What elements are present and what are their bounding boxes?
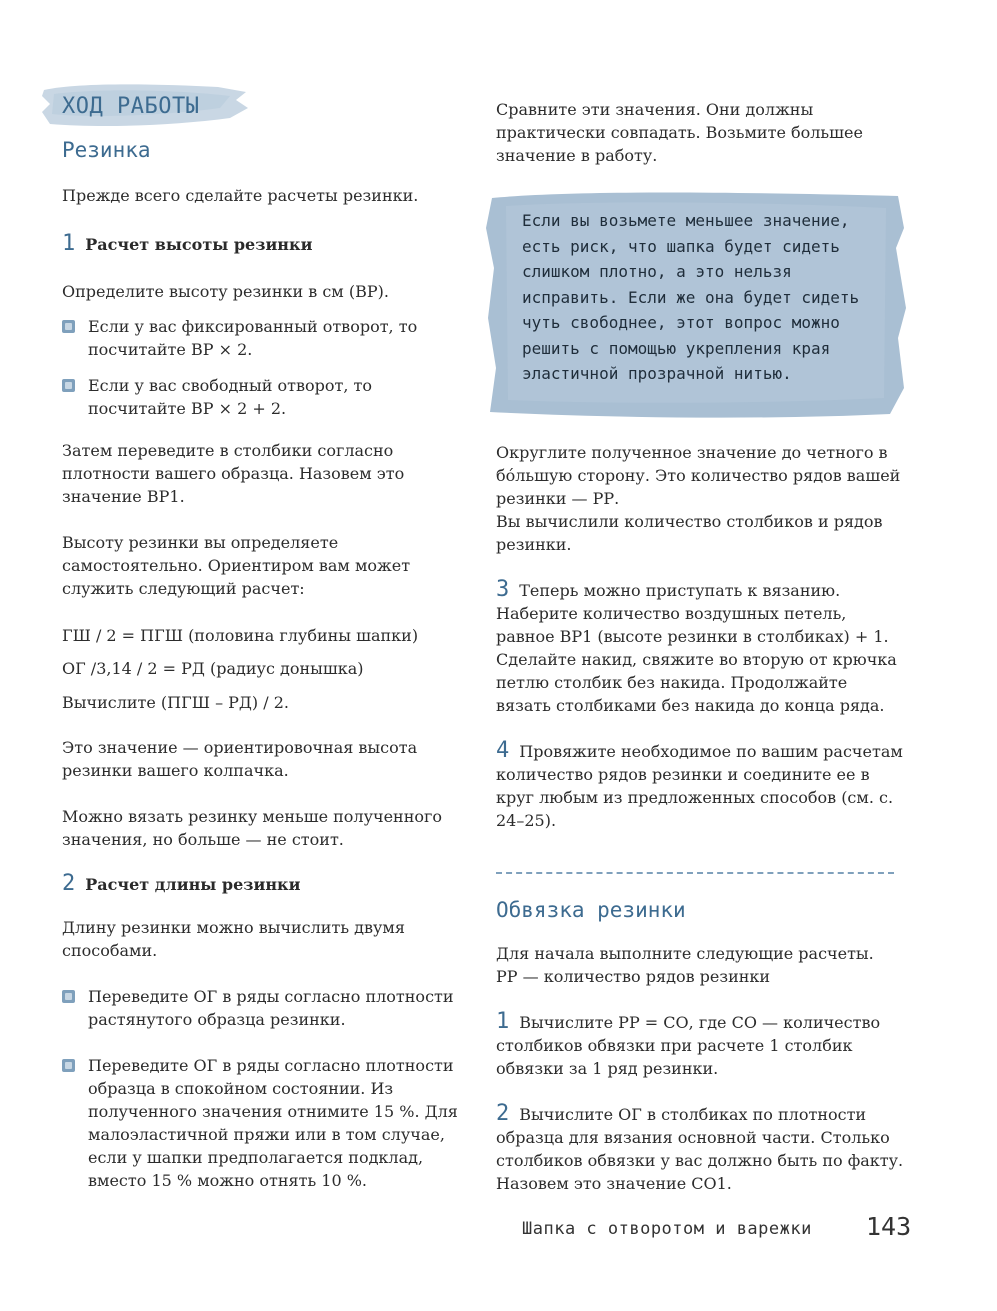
step-heading [62, 231, 472, 256]
list-item [62, 1054, 472, 1192]
formula: ОГ /3,14 / 2 = РД (радиус донышка) [62, 659, 364, 678]
step-text: Вычислите ОГ в столбиках по плотности образца для вязания основной части. Столько столбиков обвязки у вас должно быть по факту. Назовем это значение СО1. [496, 1105, 904, 1193]
intro-text: Прежде всего сделайте расчеты резинки. [62, 186, 419, 205]
bullet-icon [62, 990, 75, 1003]
list-item-text: Переведите ОГ в ряды согласно плотности образца в спокойном состоянии. Из полученного значения отнимите 15 %. Для малоэластичной пряжи или в том случае, если у шапки предполагается подклад, вместо 15 % можно отнять 10 %. [88, 1056, 458, 1190]
paragraph: Затем переведите в столбики согласно плотности вашего образца. Назовем это значение ВР1. [62, 441, 405, 506]
left-column [62, 78, 472, 1192]
list-item-text: Если у вас фиксированный отворот, то посчитайте ВР × 2. [88, 317, 418, 359]
section-title: Резинка [62, 138, 151, 162]
bullet-icon [62, 379, 75, 392]
right-column [496, 98, 906, 1195]
list-item-text: Переведите ОГ в ряды согласно плотности растянутого образца резинки. [88, 987, 454, 1029]
paragraph: Высоту резинки вы определяете самостоятельно. Ориентиром вам может служить следующий расчет: [62, 533, 411, 598]
step-text: Вычислите РР = СО, где СО — количество столбиков обвязки при расчете 1 столбик обвязки за 1 ряд резинки. [496, 1013, 881, 1078]
banner-title: ХОД РАБОТЫ [62, 94, 200, 119]
step-title: Расчет длины резинки [85, 875, 301, 894]
step-number: 2 [62, 871, 76, 896]
step-number: 2 [496, 1101, 510, 1126]
list-item [62, 315, 472, 361]
bullet-icon [62, 1059, 75, 1072]
list-item [62, 374, 472, 420]
paragraph: Сравните эти значения. Они должны практически совпадать. Возьмите большее значение в работу. [496, 100, 863, 165]
formula: ГШ / 2 = ПГШ (половина глубины шапки) [62, 626, 419, 645]
step-paragraph [496, 1010, 906, 1080]
bullet-icon [62, 320, 75, 333]
step-number: 1 [62, 231, 76, 256]
formula: Вычислите (ПГШ – РД) / 2. [62, 693, 289, 712]
section-banner [40, 78, 240, 132]
step-heading [62, 871, 472, 896]
note-text: Если вы возьмете меньшее значение, есть риск, что шапка будет сидеть слишком плотно, а это нельзя исправить. Если же она будет сидеть чуть свободнее, этот вопрос можно решить с помощью укрепления края эластичной прозрачной нитью. [522, 211, 860, 383]
list-item [62, 985, 472, 1031]
step-paragraph [496, 578, 906, 717]
step-paragraph [496, 1102, 906, 1195]
running-footer-title: Шапка с отворотом и варежки [522, 1219, 812, 1239]
paragraph: Для начала выполните следующие расчеты. [496, 944, 874, 963]
step-text: Провяжите необходимое по вашим расчетам количество рядов резинки и соедините ее в круг любым из предложенных способов (см. с. 24–25). [496, 742, 903, 830]
step-title: Расчет высоты резинки [85, 235, 313, 254]
paragraph: Вы вычислили количество столбиков и рядов резинки. [496, 512, 883, 554]
paragraph: Определите высоту резинки в см (ВР). [62, 282, 389, 301]
tip-note [486, 188, 910, 420]
step-paragraph [496, 739, 906, 832]
list-item-text: Если у вас свободный отворот, то посчитайте ВР × 2 + 2. [88, 376, 373, 418]
paragraph: Можно вязать резинку меньше полученного значения, но больше — не стоит. [62, 807, 443, 849]
page-number: 143 [866, 1212, 912, 1241]
step-text: Теперь можно приступать к вязанию. Наберите количество воздушных петель, равное ВР1 (высоте резинки в столбиках) + 1. Сделайте накид, свяжите во вторую от крючка петлю столбик без накида. Продолжайте вязать столбиками без накида до конца ряда. [496, 581, 897, 715]
paragraph: РР — количество рядов резинки [496, 967, 771, 986]
step-number: 4 [496, 738, 510, 763]
paragraph: Округлите полученное значение до четного в бóльшую сторону. Это количество рядов вашей резинки — РР. [496, 443, 901, 508]
section-title: Обвязка резинки [496, 898, 686, 922]
step-number: 3 [496, 577, 510, 602]
paragraph: Это значение — ориентировочная высота резинки вашего колпачка. [62, 738, 418, 780]
paragraph: Длину резинки можно вычислить двумя способами. [62, 918, 405, 960]
step-number: 1 [496, 1009, 510, 1034]
